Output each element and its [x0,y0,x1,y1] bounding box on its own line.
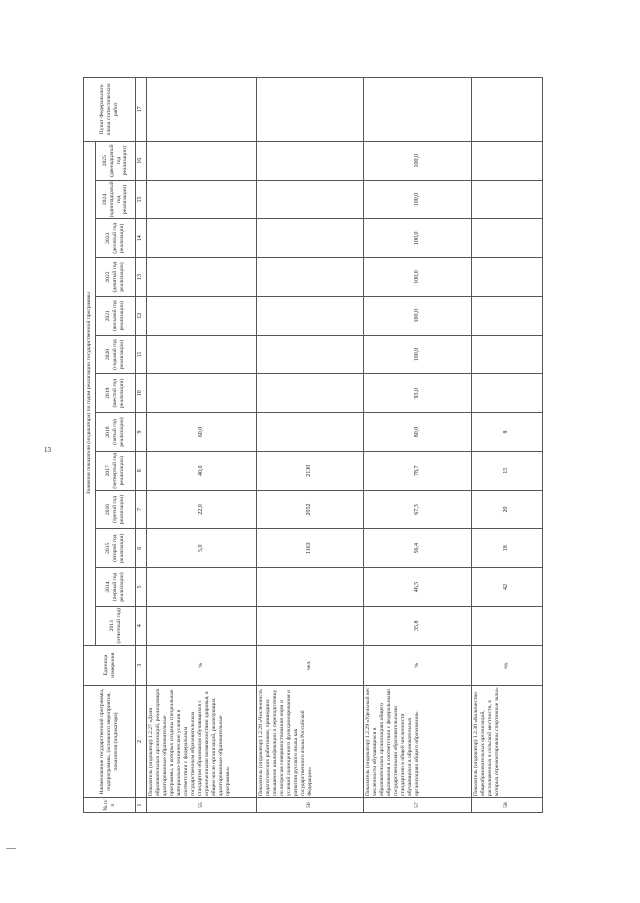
value-cell [471,219,542,258]
header-name: Наименование государственной программы, подпрограммы, (основного мероприятия, показателя (индикатора) [84,685,136,797]
value-cell [471,374,542,413]
value-cell [256,568,364,607]
plan-item-cell [471,78,542,142]
plan-item-cell [364,78,472,142]
value-cell: 46,5 [364,568,472,607]
plan-item-cell [256,78,364,142]
column-index: 13 [136,258,147,297]
column-index: 11 [136,335,147,374]
column-index: 8 [136,451,147,490]
row-number: 58 [471,798,542,813]
header-unit: Единица измерения [84,645,136,685]
header-year-2014: 2014 (первый год реализации) [96,568,136,607]
value-cell [256,335,364,374]
value-cell: 100,0 [364,180,472,219]
indicator-name: Показатель (индикатор) 1.2.29 «Удельный вес численности обучающихся в образовательных организациях общего образования в соответствии с федеральными государственными образовательными стандартами в общей численности обучающихся в образовательных организациях общего образования» [364,685,472,797]
column-index: 12 [136,296,147,335]
header-year-2021: 2021 (восьмой год реализации) [96,296,136,335]
value-cell [471,335,542,374]
column-index: 6 [136,529,147,568]
column-index: 9 [136,413,147,452]
value-cell [256,141,364,180]
header-year-2020: 2020 (седьмой год реализации) [96,335,136,374]
value-cell [256,413,364,452]
header-no: № п/п [84,798,136,813]
header-year-2023: 2023 (десятый год реализации) [96,219,136,258]
column-index: 17 [136,78,147,142]
column-index: 7 [136,490,147,529]
value-cell: 22,0 [147,490,257,529]
value-cell: 56,4 [364,529,472,568]
value-cell: 80,0 [364,413,472,452]
unit-cell: ед. [471,645,542,685]
value-cell: 78,7 [364,451,472,490]
header-year-2019: 2019 (шестой год реализации) [96,374,136,413]
row-number: 55 [147,798,257,813]
value-cell [147,180,257,219]
value-cell: 2130 [256,451,364,490]
unit-cell: % [147,645,257,685]
column-index: 2 [136,685,147,797]
column-index: 16 [136,141,147,180]
value-cell: 1163 [256,529,364,568]
table-row [147,78,257,813]
value-cell [471,606,542,645]
value-cell [256,606,364,645]
rotated-table-wrapper [83,77,543,813]
value-cell [256,219,364,258]
value-cell: 2052 [256,490,364,529]
table-row [256,78,364,813]
column-index-row [136,78,147,813]
value-cell [471,296,542,335]
column-index: 4 [136,606,147,645]
value-cell: 100,0 [364,258,472,297]
page-number: 13 [44,446,51,454]
table-row [471,78,542,813]
value-cell [471,180,542,219]
header-plan-item: Пункт Федерального плана статистических работ [84,78,136,142]
plan-item-cell [147,78,257,142]
value-cell: 42 [471,568,542,607]
value-cell [147,141,257,180]
value-cell [256,180,364,219]
value-cell [147,606,257,645]
column-index: 15 [136,180,147,219]
value-cell [256,296,364,335]
header-year-2018: 2018 (пятый год реализации) [96,413,136,452]
value-cell [147,219,257,258]
value-cell [147,335,257,374]
header-year-2015: 2015 (второй год реализации) [96,529,136,568]
header-values-group: Значения показателя (индикатора) по годам реализации государственной программы [84,141,96,645]
indicator-name: Показатель (индикатор) 1.2.30 «Количество общеобразовательных организаций, расположенных в сельской местности, в которых отремонтированы спортивные залы» [471,685,542,797]
value-cell [147,296,257,335]
value-cell [147,374,257,413]
value-cell: 5,0 [147,529,257,568]
column-index: 10 [136,374,147,413]
header-year-2016: 2016 (третий год реализации) [96,490,136,529]
value-cell: 8 [471,413,542,452]
value-cell: 40,0 [147,451,257,490]
value-cell [147,568,257,607]
unit-cell: % [364,645,472,685]
header-year-2013: 2013 (отчетный год) [96,606,136,645]
value-cell: 60,0 [147,413,257,452]
indicator-name: Показатель (индикатор) 1.2.27 «Доля образовательных организаций, реализующих адаптированные образовательные программы, в которых созданы специальные материально-технические условия в соответствии с федеральным государственным образовательным стандартом образования обучающихся с ограниченными возможностями здоровья, в общем числе организаций, реализующих адаптированные образовательные программы» [147,685,257,797]
value-cell: 93,0 [364,374,472,413]
value-cell [471,258,542,297]
value-cell: 100,0 [364,219,472,258]
header-year-2017: 2017 (четвертый год реализации) [96,451,136,490]
value-cell [147,258,257,297]
header-year-2024: 2024 (одиннадцатый год реализации) [96,180,136,219]
value-cell: 18 [471,529,542,568]
value-cell: 20 [471,490,542,529]
row-number: 56 [256,798,364,813]
header-year-2022: 2022 (девятый год реализации) [96,258,136,297]
value-cell [471,141,542,180]
row-number: 57 [364,798,472,813]
value-cell: 67,3 [364,490,472,529]
value-cell [256,374,364,413]
header-year-2025: 2025 (двенадцатый год реализации) [96,141,136,180]
indicators-table [83,77,543,813]
value-cell [256,258,364,297]
indicator-name: Показатель (индикатор) 1.2.28 «Численность педагогических работников, прошедших повышение квалификации и переподготовку по вопросам совершенствования норм и условий полноценного функционирования и развития русского языка как государственного языка Российской Федерации» [256,685,364,797]
value-cell: 15 [471,451,542,490]
column-index: 5 [136,568,147,607]
table-row [364,78,472,813]
column-index: 1 [136,798,147,813]
column-index: 14 [136,219,147,258]
value-cell: 35,8 [364,606,472,645]
unit-cell: чел. [256,645,364,685]
value-cell: 100,0 [364,296,472,335]
value-cell: 100,0 [364,335,472,374]
value-cell: 100,0 [364,141,472,180]
scan-mark [6,848,16,849]
column-index: 3 [136,645,147,685]
